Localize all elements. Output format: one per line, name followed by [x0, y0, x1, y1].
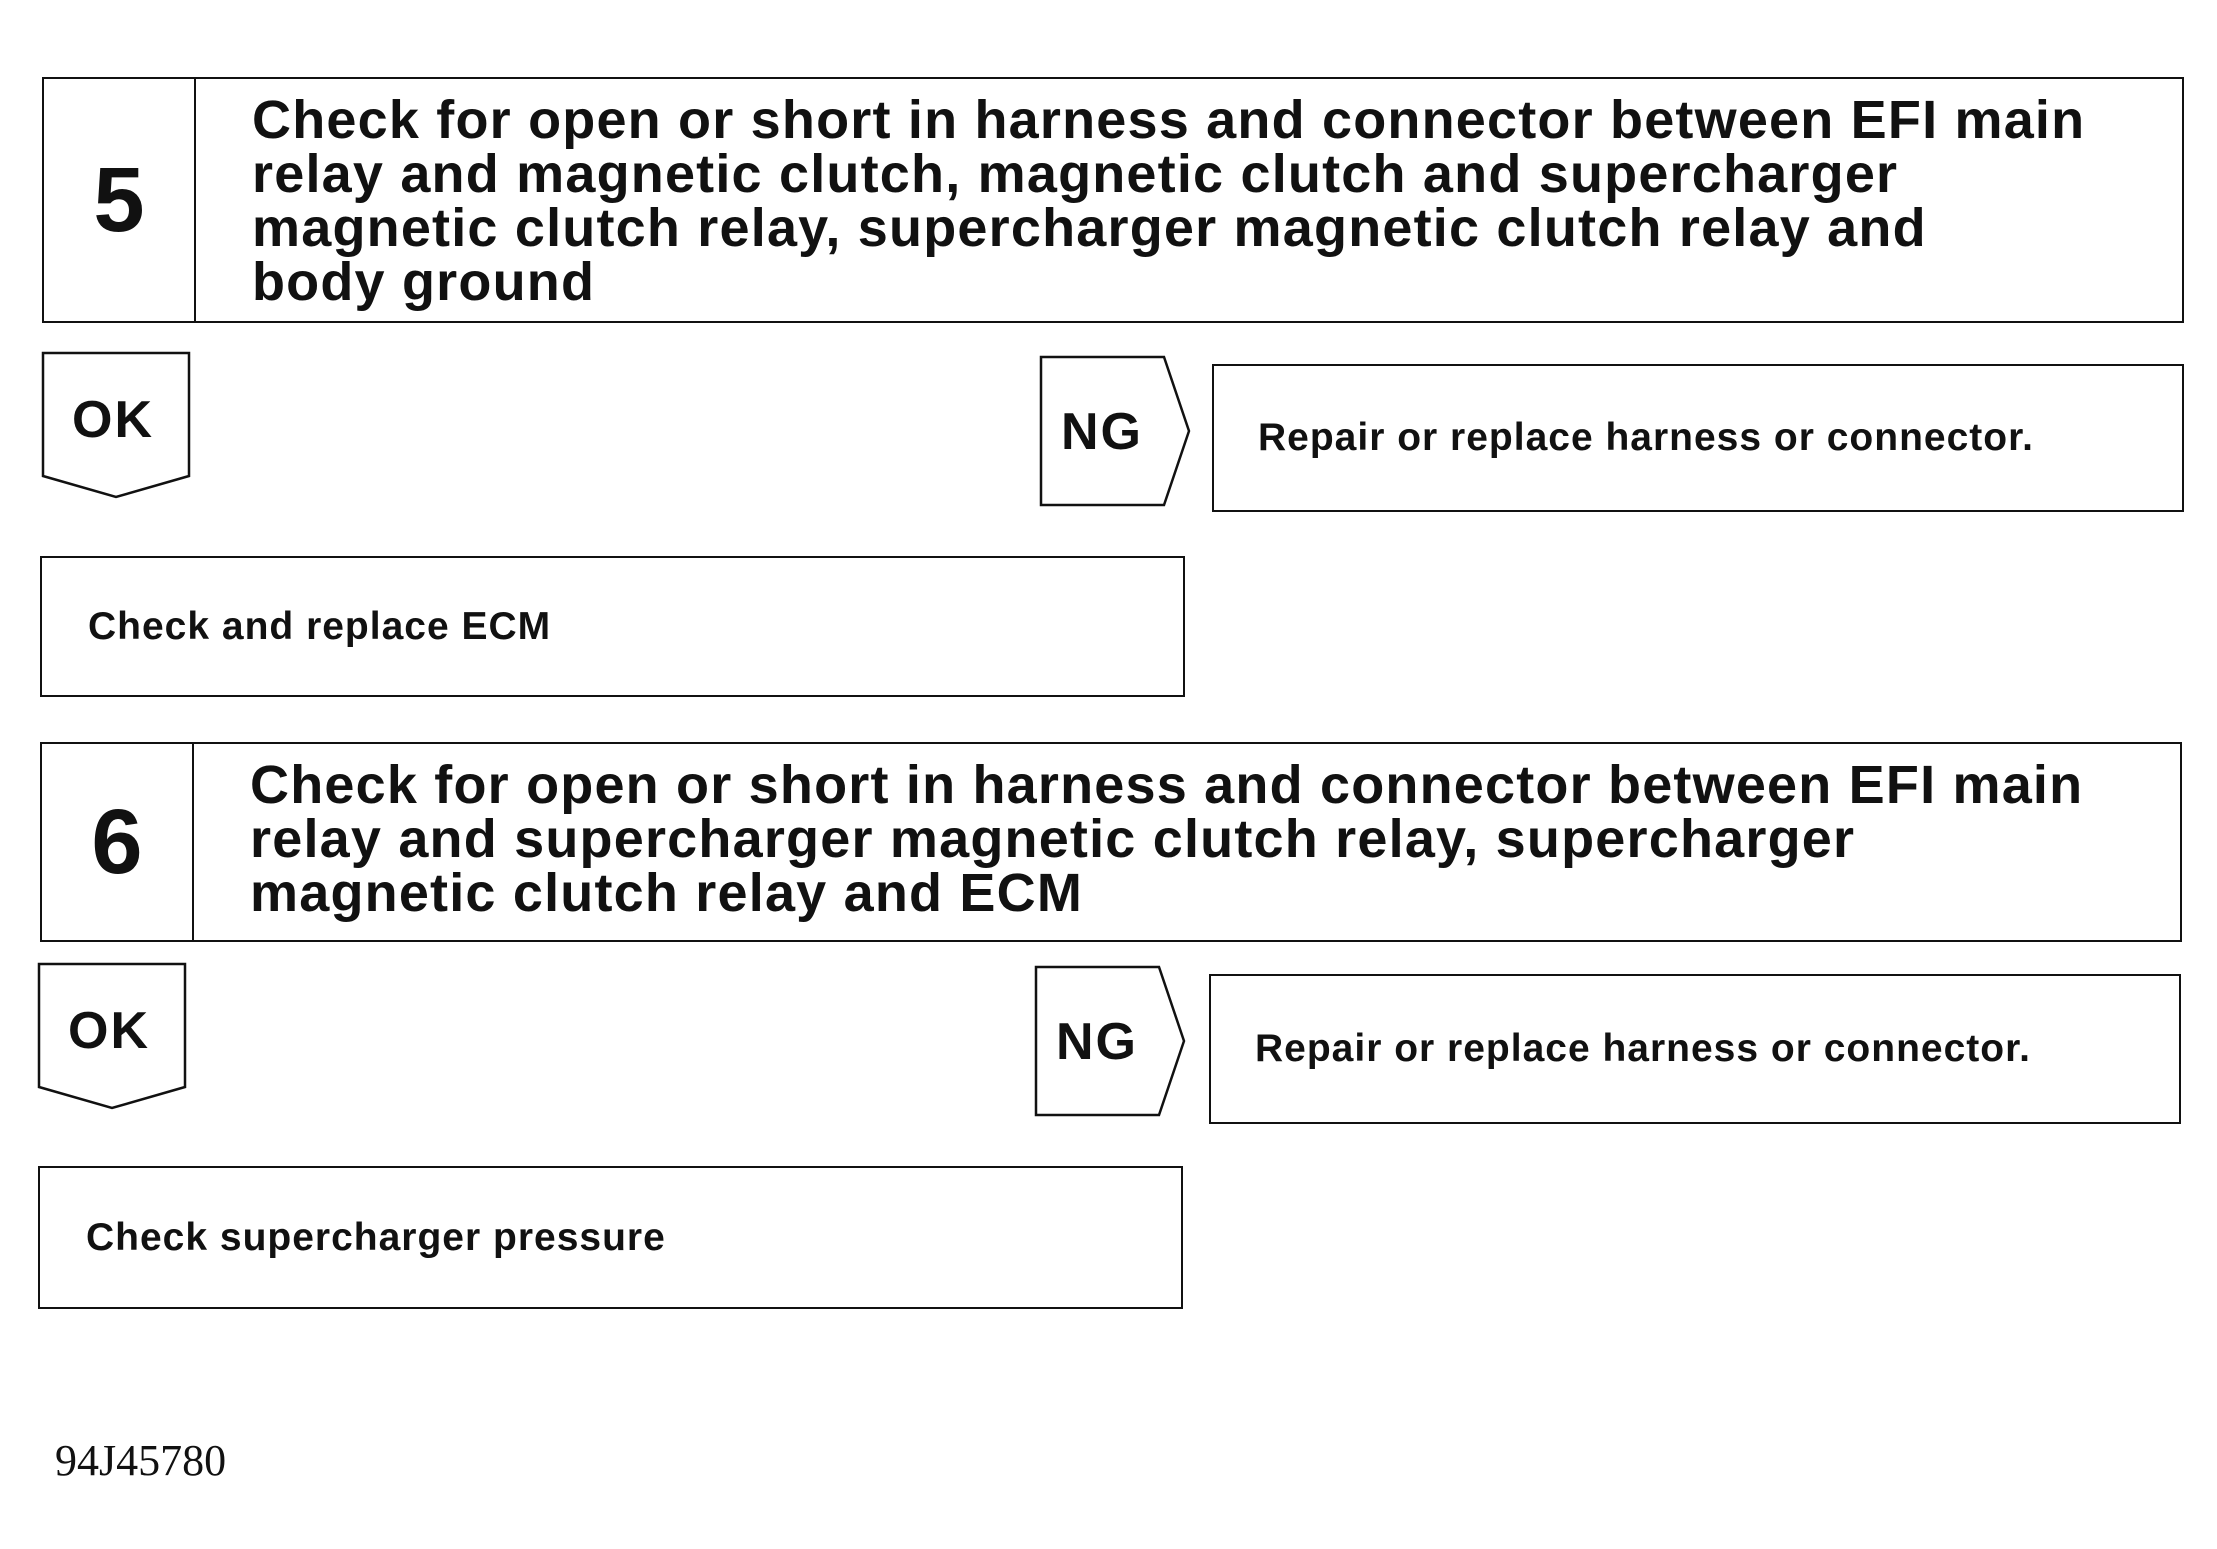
- step-title-line: body ground: [252, 252, 596, 312]
- step-5-box: [42, 77, 2184, 323]
- ng-action-box: Repair or replace harness or connector.: [1212, 364, 2184, 512]
- step-title: [196, 79, 2182, 321]
- step-number: 6: [42, 744, 194, 940]
- step-title-line: magnetic clutch relay and ECM: [250, 863, 1084, 923]
- ok-label: OK: [72, 391, 154, 449]
- ng-action-box: Repair or replace harness or connector.: [1209, 974, 2181, 1124]
- step-title: [194, 744, 2180, 940]
- step-title-line: relay and supercharger magnetic clutch relay, supercharger: [250, 809, 1856, 869]
- step-title-line: magnetic clutch relay, supercharger magnetic clutch relay and: [252, 198, 1927, 258]
- ok-action-box: Check and replace ECM: [40, 556, 1185, 697]
- ng-label: NG: [1061, 403, 1143, 461]
- ng-tag: [1040, 356, 1190, 506]
- ok-label: OK: [68, 1002, 150, 1060]
- step-6-box: [40, 742, 2182, 942]
- step-title-line: Check for open or short in harness and connector between EFI main: [250, 755, 2084, 815]
- step-title-line: Check for open or short in harness and connector between EFI main: [252, 90, 2086, 150]
- ng-label: NG: [1056, 1013, 1138, 1071]
- step-title-line: relay and magnetic clutch, magnetic clutch and supercharger: [252, 144, 1899, 204]
- ok-action-box: Check supercharger pressure: [38, 1166, 1183, 1309]
- figure-id: 94J45780: [55, 1436, 227, 1485]
- ng-tag: [1035, 966, 1185, 1116]
- ok-tag: [42, 352, 190, 498]
- ok-tag: [38, 963, 186, 1109]
- step-number: 5: [44, 79, 196, 321]
